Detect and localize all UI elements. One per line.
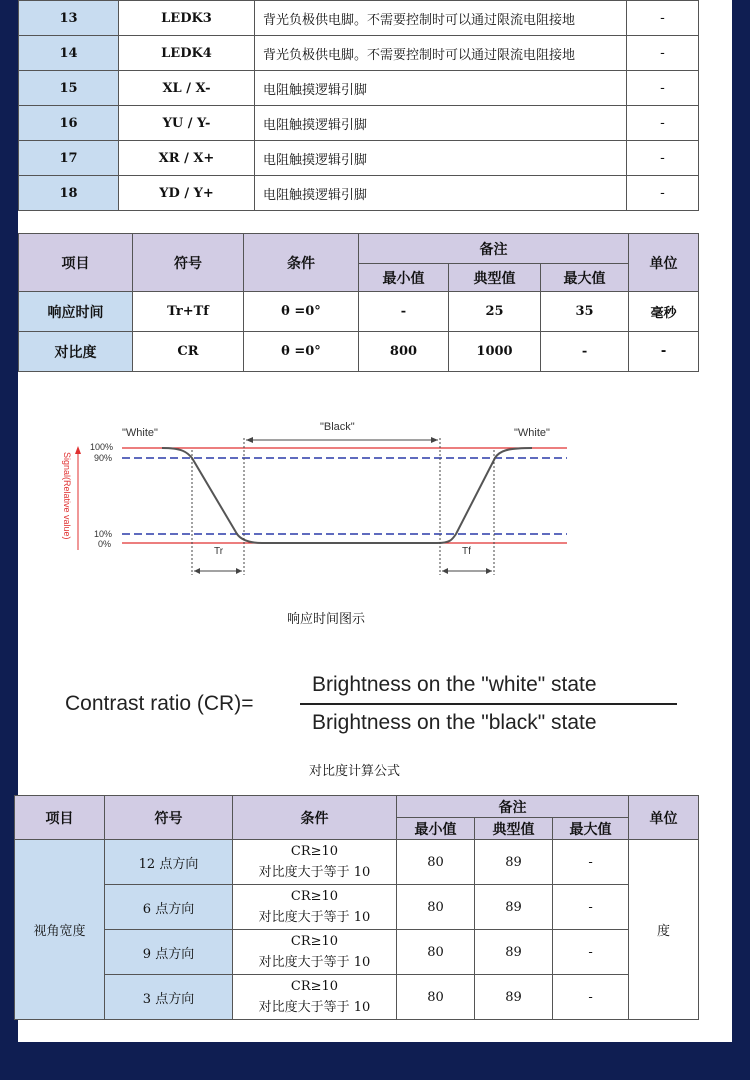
row-item: 视角宽度 (15, 840, 105, 1020)
tick-0: 0% (98, 539, 112, 549)
row-direction: 6 点方向 (105, 885, 233, 930)
formula-numerator: Brightness on the "white" state (312, 673, 597, 696)
pin-description: 电阻触摸逻辑引脚 (255, 141, 627, 176)
row-min: 80 (397, 840, 475, 885)
pin-number: 17 (19, 141, 119, 176)
pin-symbol: LEDK3 (119, 1, 255, 36)
row-max: - (553, 840, 629, 885)
row-item: 响应时间 (19, 292, 133, 332)
pin-number: 16 (19, 106, 119, 141)
pin-note: - (627, 106, 699, 141)
row-max: - (541, 332, 629, 372)
response-time-diagram (42, 410, 582, 585)
row-direction: 9 点方向 (105, 930, 233, 975)
condition-text: 对比度大于等于 10 (258, 910, 371, 925)
viewing-angle-table (14, 795, 699, 1020)
pin-description: 电阻触摸逻辑引脚 (255, 71, 627, 106)
row-condition (233, 885, 397, 930)
diagram-caption: 响应时间图示 (287, 612, 366, 627)
row-direction: 3 点方向 (105, 975, 233, 1020)
header-unit: 单位 (629, 234, 699, 292)
row-min: 80 (397, 885, 475, 930)
table-row (15, 885, 699, 930)
row-condition (233, 930, 397, 975)
row-item: 对比度 (19, 332, 133, 372)
pin-description: 电阻触摸逻辑引脚 (255, 106, 627, 141)
condition-cr: CR≥10 (290, 934, 339, 949)
condition-cr: CR≥10 (290, 844, 339, 859)
row-typ: 1000 (449, 332, 541, 372)
pin-symbol: YD / Y+ (119, 176, 255, 211)
row-condition (233, 975, 397, 1020)
response-contrast-table (18, 233, 699, 372)
pin-description: 背光负极供电脚。不需要控制时可以通过限流电阻接地 (255, 36, 627, 71)
table-row (19, 36, 699, 71)
black-label: "Black" (320, 421, 355, 433)
header-item: 项目 (15, 796, 105, 840)
y-axis-label: Signal(Relative value) (62, 452, 72, 540)
row-unit: 毫秒 (629, 292, 699, 332)
y-axis-arrow (75, 446, 81, 454)
row-typ: 25 (449, 292, 541, 332)
pin-table (18, 0, 699, 211)
pin-note: - (627, 36, 699, 71)
row-typ: 89 (475, 930, 553, 975)
row-max: 35 (541, 292, 629, 332)
white-left-label: "White" (122, 427, 158, 439)
header-max: 最大值 (541, 264, 629, 292)
formula-lhs: Contrast ratio (CR)= (65, 692, 254, 715)
tick-10: 10% (94, 529, 113, 539)
row-symbol: Tr+Tf (133, 292, 244, 332)
condition-text: 对比度大于等于 10 (258, 865, 371, 880)
formula-caption: 对比度计算公式 (309, 764, 401, 779)
header-item: 项目 (19, 234, 133, 292)
white-right-label: "White" (514, 427, 550, 439)
table-row (15, 930, 699, 975)
row-typ: 89 (475, 885, 553, 930)
pin-symbol: XR / X+ (119, 141, 255, 176)
pin-number: 13 (19, 1, 119, 36)
condition-text: 对比度大于等于 10 (258, 1000, 371, 1015)
row-min: 80 (397, 930, 475, 975)
table-row (19, 71, 699, 106)
tick-100: 100% (90, 442, 114, 452)
condition-cr: CR≥10 (290, 889, 339, 904)
pin-number: 14 (19, 36, 119, 71)
row-max: - (553, 975, 629, 1020)
condition-cr: CR≥10 (290, 979, 339, 994)
table-row (19, 332, 699, 372)
header-min: 最小值 (359, 264, 449, 292)
row-direction: 12 点方向 (105, 840, 233, 885)
pin-number: 18 (19, 176, 119, 211)
pin-note: - (627, 71, 699, 106)
header-typ: 典型值 (449, 264, 541, 292)
tr-label: Tr (214, 546, 224, 557)
row-min: 80 (397, 975, 475, 1020)
row-condition: θ =0° (244, 292, 359, 332)
table-row (19, 1, 699, 36)
row-unit: 度 (629, 840, 699, 1020)
row-condition (233, 840, 397, 885)
header-symbol: 符号 (105, 796, 233, 840)
row-min: 800 (359, 332, 449, 372)
row-max: - (553, 930, 629, 975)
header-typ: 典型值 (475, 818, 553, 840)
row-typ: 89 (475, 975, 553, 1020)
pin-description: 背光负极供电脚。不需要控制时可以通过限流电阻接地 (255, 1, 627, 36)
table-row (19, 141, 699, 176)
row-max: - (553, 885, 629, 930)
tf-label: Tf (462, 546, 471, 557)
table-row (19, 176, 699, 211)
pin-note: - (627, 176, 699, 211)
row-typ: 89 (475, 840, 553, 885)
fraction-bar (300, 703, 677, 705)
table-row (15, 975, 699, 1020)
pin-symbol: YU / Y- (119, 106, 255, 141)
pin-number: 15 (19, 71, 119, 106)
pin-note: - (627, 1, 699, 36)
header-condition: 条件 (244, 234, 359, 292)
header-remarks: 备注 (359, 234, 629, 264)
formula-denominator: Brightness on the "black" state (312, 711, 597, 734)
header-symbol: 符号 (133, 234, 244, 292)
header-remarks: 备注 (397, 796, 629, 818)
row-min: - (359, 292, 449, 332)
row-condition: θ =0° (244, 332, 359, 372)
condition-text: 对比度大于等于 10 (258, 955, 371, 970)
pin-note: - (627, 141, 699, 176)
header-max: 最大值 (553, 818, 629, 840)
row-unit: - (629, 332, 699, 372)
pin-description: 电阻触摸逻辑引脚 (255, 176, 627, 211)
table-row (19, 106, 699, 141)
row-symbol: CR (133, 332, 244, 372)
table-row (19, 292, 699, 332)
pin-symbol: LEDK4 (119, 36, 255, 71)
header-condition: 条件 (233, 796, 397, 840)
table-row (15, 840, 699, 885)
signal-curve (162, 448, 532, 543)
header-unit: 单位 (629, 796, 699, 840)
header-min: 最小值 (397, 818, 475, 840)
pin-symbol: XL / X- (119, 71, 255, 106)
tick-90: 90% (94, 453, 113, 463)
